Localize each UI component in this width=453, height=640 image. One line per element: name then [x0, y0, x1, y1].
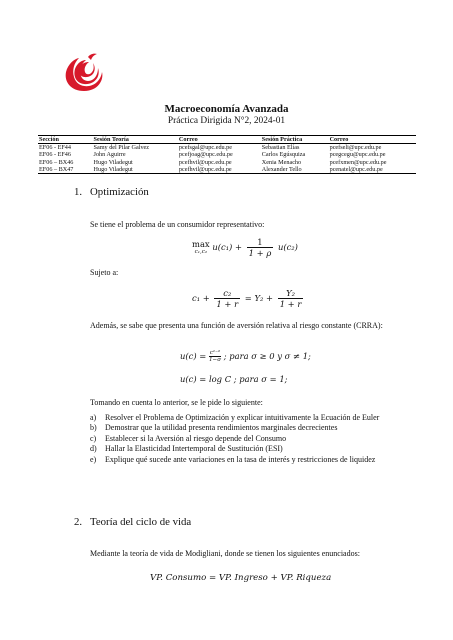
life-cycle-equation: VP. Consumo = VP. Ingreso + VP. Riqueza: [150, 573, 332, 583]
table-cell: EF06 - EF44: [39, 144, 71, 152]
budget-fraction-1: [214, 288, 240, 309]
section-1-heading: [74, 186, 149, 198]
column-header: Sesión Práctica: [261, 136, 329, 144]
subject-to-label: Sujeto a:: [90, 268, 119, 277]
table-cell: Sebastian Elías: [261, 144, 300, 152]
course-title: Macroeconomía Avanzada: [164, 103, 289, 115]
item-text: Establecer si la Aversión al riesgo depende del Consumo: [105, 433, 287, 443]
section-1-title: Optimización: [90, 186, 149, 198]
column-header: Sesión Teoría: [93, 136, 178, 144]
utility-term-2: u(c₂): [277, 242, 298, 252]
item-text: Demostrar que la utilidad presenta rendimientos marginales decrecientes: [105, 423, 338, 433]
list-item: [90, 423, 390, 433]
list-item: [90, 444, 390, 454]
budget-middle: = Y₂ +: [244, 293, 274, 303]
item-label: c): [90, 433, 97, 443]
table-cell: EF06 – BX47: [38, 166, 93, 174]
section-2-number: 2.: [74, 516, 83, 528]
column-header: Correo: [178, 136, 261, 144]
discount-fraction: [247, 237, 274, 258]
task-intro: Tomando en cuenta lo anterior, se le pide lo siguiente:: [90, 398, 263, 407]
budget-fraction-2: [278, 288, 304, 309]
table-cell: Hugo Viladegut: [93, 158, 133, 166]
item-label: e): [90, 454, 97, 464]
fraction-denominator: 1 + ρ: [248, 248, 272, 258]
budget-c1: c₁ +: [192, 293, 210, 303]
fraction-numerator: Y₂: [278, 288, 304, 299]
section-1-intro: Se tiene el problema de un consumidor representativo:: [90, 220, 265, 229]
table-cell: Xenia Menacho: [261, 158, 302, 166]
crra-description: Además, se sabe que presenta una función de aversión relativa al riesgo constante (CRRA):: [90, 321, 383, 330]
schedule-table: [38, 135, 416, 174]
table-cell: pcefxmen@upc.edu.pe: [329, 158, 387, 166]
practice-subtitle: Práctica Dirigida N°2, 2024-01: [167, 116, 286, 126]
list-item: [90, 413, 390, 423]
section-1-number: 1.: [74, 186, 83, 198]
crra-equation-2: u(c) = log C ; para σ = 1;: [180, 374, 288, 384]
utility-term-1: u(c₁) +: [212, 242, 242, 252]
table-row: [38, 144, 416, 152]
fraction-numerator: c₂: [214, 288, 240, 299]
table-cell: pcegcegu@upc.edu.pe: [329, 151, 386, 159]
max-subscript: c₁,c₂: [194, 249, 208, 255]
table-cell: pcefhvil@upc.edu.pe: [178, 166, 261, 174]
table-header-row: [38, 136, 416, 144]
item-text: Explique qué sucede ante variaciones en la tasa de interés y restricciones de liquidez: [105, 454, 376, 464]
table-cell: Hugo Viladegut: [93, 166, 178, 174]
item-label: d): [90, 444, 97, 454]
column-header: Sección: [38, 136, 93, 144]
table-cell: Carlos Egúsquiza: [261, 151, 306, 159]
fraction-denominator: 1 + r: [216, 299, 239, 309]
table-cell: John Aguirre: [93, 151, 126, 159]
section-2-title: Teoría del ciclo de vida: [90, 516, 192, 528]
column-header: Correo: [329, 136, 416, 144]
table-cell: pcefseli@upc.edu.pe: [329, 144, 382, 152]
crra-equation-1: [180, 350, 311, 363]
item-text: Hallar la Elasticidad Intertemporal de Sustitución (ESI): [105, 444, 283, 454]
item-text: Resolver el Problema de Optimización y explicar intuitivamente la Ecuación de Euler: [105, 413, 380, 422]
section-2-intro: Mediante la teoría de vida de Modigliani, donde se tienen los siguientes enunciados:: [90, 549, 360, 558]
fraction-denominator: 1 + r: [279, 299, 302, 309]
table-cell: pcenatel@upc.edu.pe: [329, 166, 416, 174]
item-label: b): [90, 423, 97, 433]
budget-constraint-equation: [192, 288, 305, 309]
section-2-heading: [74, 516, 191, 528]
fraction-denominator: 1−σ: [208, 357, 222, 363]
table-row: [38, 159, 416, 166]
table-row: [38, 166, 416, 174]
fraction-numerator: 1: [247, 237, 274, 248]
table-cell: EF06 - EF46: [39, 151, 71, 159]
table-row: [38, 151, 416, 158]
crra-fraction: [209, 350, 221, 363]
crra-lhs: u(c) =: [180, 351, 207, 361]
objective-equation: [192, 237, 298, 258]
table-cell: pcefsgal@upc.edu.pe: [178, 144, 233, 152]
fraction-numerator: c¹⁻ᵟ: [209, 350, 221, 356]
item-label: a): [90, 413, 97, 422]
task-list: [90, 413, 390, 465]
university-logo: [62, 50, 106, 94]
list-item: [90, 434, 390, 444]
table-cell: pcefjoag@upc.edu.pe: [178, 151, 233, 159]
table-cell: EF06 – BX46: [39, 158, 74, 166]
table-cell: Samy del Pilar Galvez: [93, 144, 150, 152]
list-item: [90, 455, 390, 465]
table-cell: pcefhvil@upc.edu.pe: [178, 158, 232, 166]
table-cell: Alexander Tello: [261, 166, 329, 174]
max-operator: max: [192, 239, 210, 249]
crra-condition: ; para σ ≥ 0 y σ ≠ 1;: [223, 351, 311, 361]
